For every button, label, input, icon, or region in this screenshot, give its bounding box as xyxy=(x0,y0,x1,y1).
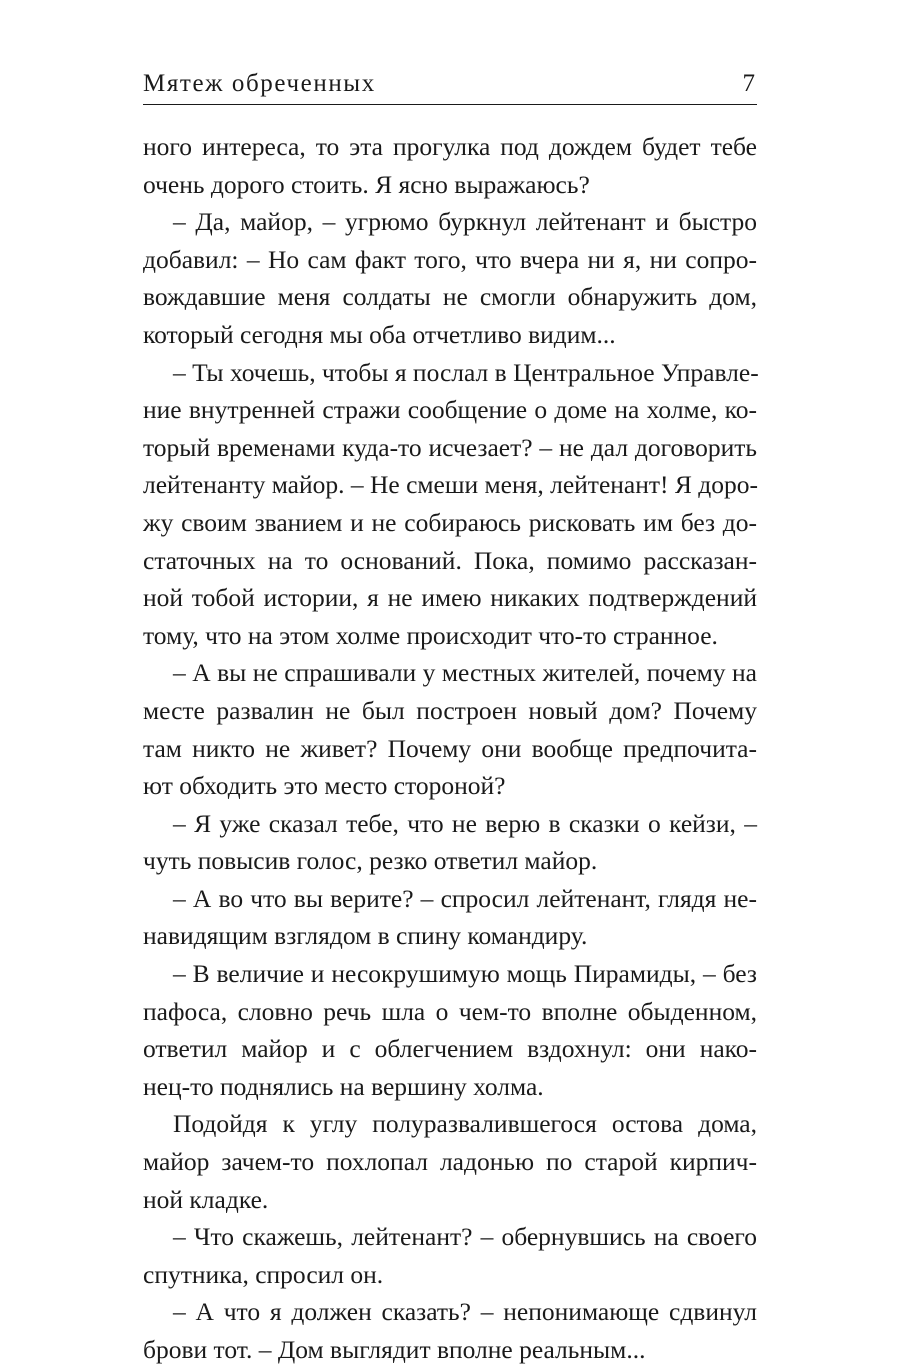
page-number: 7 xyxy=(742,70,755,97)
text-line: ной кладке. xyxy=(143,1184,269,1214)
body-text xyxy=(143,128,757,1369)
text-line: – Я уже сказал тебе, что не верю в сказки о кейзи, – xyxy=(173,808,757,838)
text-line: навидящим взглядом в спину командиру. xyxy=(143,921,588,951)
text-line: там никто не живет? Почему они вообще предпочита- xyxy=(143,733,757,763)
text-line: жу своим званием и не собираюсь рисковать им без до- xyxy=(143,507,757,537)
text-line: – А что я должен сказать? – непонимающе сдвинул xyxy=(173,1297,757,1327)
text-line: ного интереса, то эта прогулка под дождем будет тебе xyxy=(143,132,757,161)
text-line: майор зачем-то похлопал ладонью по старой кирпич- xyxy=(143,1147,757,1177)
text-line: – Что скажешь, лейтенант? – обернувшись на своего xyxy=(173,1222,757,1252)
text-line: который сегодня мы оба отчетливо видим... xyxy=(143,319,616,349)
text-line: тому, что на этом холме происходит что-то странное. xyxy=(143,620,718,650)
running-header xyxy=(143,66,757,102)
text-line: – В величие и несокрушимую мощь Пирамиды, – без xyxy=(173,959,757,989)
text-line: добавил: – Но сам факт того, что вчера ни я, ни сопро- xyxy=(143,244,757,274)
text-line: брови тот. – Дом выглядит вполне реальным... xyxy=(143,1335,646,1364)
text-line: вождавшие меня солдаты не смогли обнаружить дом, xyxy=(143,282,757,312)
text-line: ной тобой истории, я не имею никаких подтверждений xyxy=(143,583,757,613)
text-line: статочных на то оснований. Пока, помимо рассказан- xyxy=(143,545,757,575)
text-line: лейтенанту майор. – Не смеши меня, лейтенант! Я доро- xyxy=(143,470,758,500)
text-line: ответил майор и с облегчением вздохнул: они нако- xyxy=(143,1034,757,1064)
text-line: пафоса, словно речь шла о чем-то вполне обыденном, xyxy=(143,996,757,1026)
text-line: торый временами куда-то исчезает? – не дал договорить xyxy=(143,432,757,462)
text-line: Подойдя к углу полуразвалившегося остова дома, xyxy=(173,1109,757,1139)
text-line: – Ты хочешь, чтобы я послал в Центральное Управле- xyxy=(173,357,759,387)
text-line: – А во что вы верите? – спросил лейтенант, глядя не- xyxy=(173,883,757,913)
text-line: очень дорого стоить. Я ясно выражаюсь? xyxy=(143,169,590,199)
text-line: чуть повысив голос, резко ответил майор. xyxy=(143,846,598,876)
header-rule xyxy=(143,104,757,105)
text-line: нец-то поднялись на вершину холма. xyxy=(143,1071,544,1101)
book-title: Мятеж обреченных xyxy=(143,70,376,97)
text-line: спутника, спросил он. xyxy=(143,1259,384,1289)
text-line: месте развалин не был построен новый дом? Почему xyxy=(143,695,757,725)
text-line: ют обходить это место стороной? xyxy=(143,771,506,801)
text-line: – А вы не спрашивали у местных жителей, почему на xyxy=(173,658,757,688)
text-line: ние внутренней стражи сообщение о доме на холме, ко- xyxy=(143,395,757,425)
text-line: – Да, майор, – угрюмо буркнул лейтенант и быстро xyxy=(173,207,757,237)
